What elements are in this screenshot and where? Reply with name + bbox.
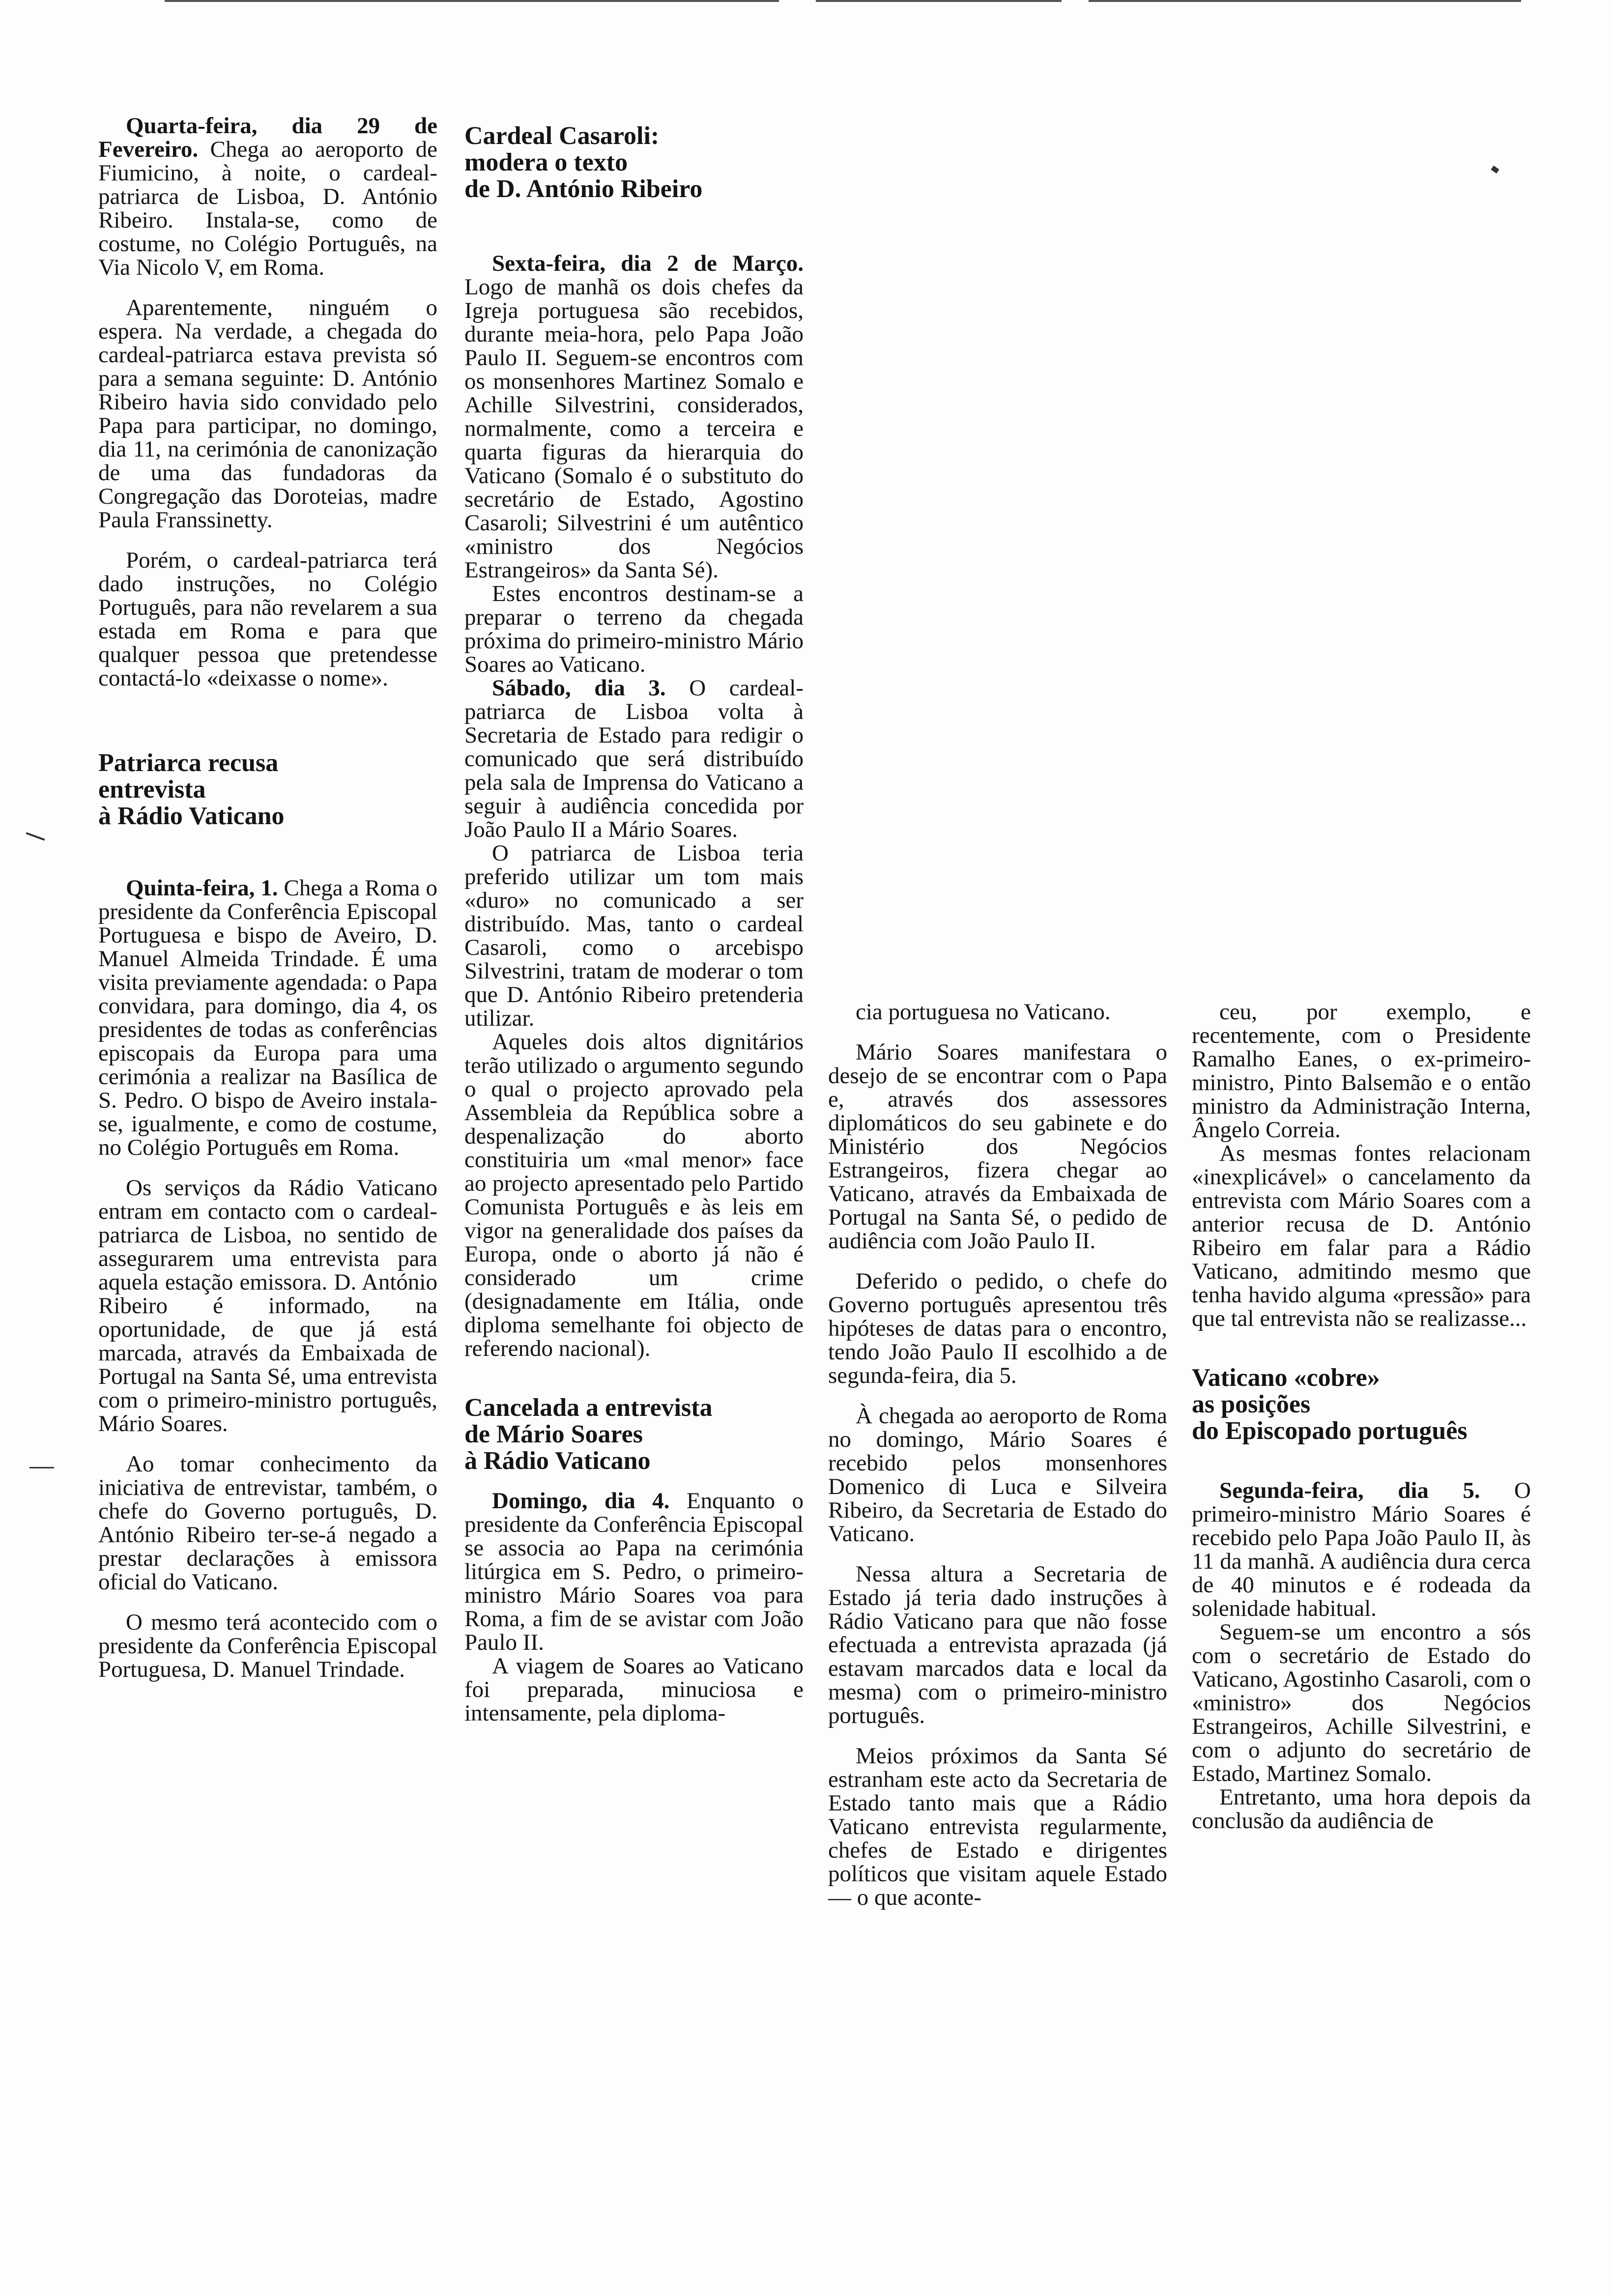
paragraph-text: Entretanto, uma hora depois da conclusão da audiência de — [1192, 1784, 1531, 1834]
paragraph-text: Chega ao aeroporto de Fiumicino, à noite, o cardeal-patriarca de Lisboa, D. António Ribeiro. Instala-se, como de costume, no Colégio Português, na Via Nicolo V, em Roma. — [98, 137, 437, 280]
dateline: Domingo, dia 4. — [492, 1488, 670, 1514]
article-paragraph — [828, 1744, 1167, 1909]
dateline: Segunda-feira, dia 5. — [1219, 1478, 1480, 1503]
heading-line: Vaticano «cobre» — [1192, 1364, 1380, 1392]
paragraph-text: As mesmas fontes relacionam «inexplicável» o cancelamento da entrevista com Mário Soares com a anterior recusa de D. António Ribeiro em falar para a Rádio Vaticano, admitindo mesmo que tenha havido alguma «pressão» para que tal entrevista não se realizasse... — [1192, 1141, 1531, 1331]
paragraph-text: O mesmo terá acontecido com o presidente da Conferência Episcopal Portuguesa, D. Manuel Trindade. — [98, 1609, 437, 1682]
article-paragraph — [828, 1040, 1167, 1253]
heading-line: Patriarca recusa — [98, 749, 279, 777]
article-paragraph — [464, 252, 804, 582]
article-paragraph — [828, 1404, 1167, 1546]
heading-line: à Rádio Vaticano — [464, 1447, 651, 1475]
article-paragraph — [828, 1269, 1167, 1387]
column-4-paragraphs-2 — [1192, 1479, 1531, 1833]
article-paragraph — [1192, 1142, 1531, 1330]
article-paragraph — [1192, 1785, 1531, 1833]
article-paragraph — [464, 1654, 804, 1725]
heading-line: modera o texto — [464, 148, 628, 176]
article-paragraph — [98, 1176, 437, 1435]
heading-line: de D. António Ribeiro — [464, 175, 703, 203]
top-rule-3 — [1089, 0, 1521, 2]
column-1-paragraphs — [98, 114, 437, 690]
paragraph-text: Deferido o pedido, o chefe do Governo português apresentou três hipóteses de datas para o encontro, tendo João Paulo II escolhido a de segunda-feira, dia 5. — [828, 1268, 1167, 1388]
top-rule-1 — [165, 0, 779, 2]
heading-line: as posições — [1192, 1390, 1311, 1418]
dateline: Sábado, dia 3. — [492, 675, 666, 701]
article-paragraph — [464, 841, 804, 1030]
heading-line: entrevista — [98, 775, 206, 804]
paragraph-text: Estes encontros destinam-se a preparar o terreno da chegada próxima do primeiro-ministro Mário Soares ao Vaticano. — [464, 581, 804, 677]
paragraph-text: Aparentemente, ninguém o espera. Na verdade, a chegada do cardeal-patriarca estava prevista só para a semana seguinte: D. António Ribeiro havia sido convidado pelo Papa para participar, no domingo, dia 11, na cerimónia de canonização de uma das fundadoras da Congregação das Doroteias, madre Paula Franssinetty. — [98, 295, 437, 533]
column-4-paragraphs — [1192, 1000, 1531, 1330]
article-paragraph — [98, 876, 437, 1159]
paragraph-text: Aqueles dois altos dignitários terão utilizado o argumento segundo o qual o projecto aprovado pela Assembleia da República sobre a despenalização do aborto constituiria um «mal menor» face ao projecto apresentado pelo Partido Comunista Português e às leis em vigor na generalidade dos países da Europa, onde o aborto já não é considerado um crime (designadamente em Itália, onde diploma semelhante foi objecto de referendo nacional). — [464, 1029, 804, 1361]
paragraph-text: ceu, por exemplo, e recentemente, com o Presidente Ramalho Eanes, o ex-primeiro-ministro, Pinto Balsemão e o então ministro da Administração Interna, Ângelo Correia. — [1192, 999, 1531, 1143]
column-1-paragraphs-2 — [98, 876, 437, 1681]
top-rule-2 — [816, 0, 1062, 2]
paragraph-text: Enquanto o presidente da Conferência Episcopal se associa ao Papa na cerimónia litúrgica em S. Pedro, o primeiro-ministro Mário Soares voa para Roma, a fim de se avistar com João Paulo II. — [464, 1488, 804, 1655]
heading-line: Cancelada a entrevista — [464, 1394, 713, 1422]
article-paragraph — [828, 1000, 1167, 1024]
article-paragraph — [98, 296, 437, 532]
article-paragraph — [828, 1562, 1167, 1727]
column-2-paragraphs — [464, 252, 804, 1360]
column-4 — [1192, 1000, 1531, 1833]
article-paragraph — [98, 1452, 437, 1594]
heading-line: de Mário Soares — [464, 1420, 643, 1448]
column-2-paragraphs-2 — [464, 1489, 804, 1725]
section-heading-casaroli — [464, 123, 804, 202]
heading-line: do Episcopado português — [1192, 1417, 1468, 1445]
article-paragraph — [1192, 1000, 1531, 1142]
paragraph-text: Nessa altura a Secretaria de Estado já teria dado instruções à Rádio Vaticano para que não fosse efectuada a entrevista aprazada (já estavam marcados data e local da mesma) com o primeiro-ministro português. — [828, 1561, 1167, 1728]
paragraph-text: O primeiro-ministro Mário Soares é recebido pelo Papa João Paulo II, às 11 da manhã. A audiência dura cerca de 40 minutos e é rodeada da solenidade habitual. — [1192, 1478, 1531, 1621]
paragraph-text: Seguem-se um encontro a sós com o secretário de Estado do Vaticano, Agostinho Casaroli, com o «ministro» dos Negócios Estrangeiros, Achille Silvestrini, e com o adjunto do secretário de Estado, Martinez Somalo. — [1192, 1619, 1531, 1786]
article-paragraph — [464, 582, 804, 676]
column-1 — [98, 114, 437, 1681]
paragraph-text: Mário Soares manifestara o desejo de se encontrar com o Papa e, através dos assessores diplomáticos do seu gabinete e do Ministério dos Negócios Estrangeiros, fizera chegar ao Vaticano, através da Embaixada de Portugal na Santa Sé, o pedido de audiência com João Paulo II. — [828, 1039, 1167, 1254]
article-paragraph — [98, 1610, 437, 1681]
paragraph-text: Ao tomar conhecimento da iniciativa de entrevistar, também, o chefe do Governo português, D. António Ribeiro ter-se-á negado a prestar declarações à emissora oficial do Vaticano. — [98, 1451, 437, 1595]
margin-mark-1 — [26, 832, 45, 840]
column-2 — [464, 123, 804, 1725]
article-paragraph — [98, 114, 437, 279]
dateline: Quarta-feira, dia 29 de Fevereiro. — [98, 113, 437, 162]
paragraph-text: Meios próximos da Santa Sé estranham este acto da Secretaria de Estado tanto mais que a Rádio Vaticano entrevista regularmente, chefes de Estado e dirigentes políticos que visitam aquele Estado — o que aconte- — [828, 1743, 1167, 1910]
section-heading-vaticano — [1192, 1365, 1531, 1444]
dateline: Sexta-feira, dia 2 de Março. — [492, 251, 804, 276]
paragraph-text: cia portuguesa no Vaticano. — [856, 999, 1111, 1025]
paragraph-text: Os serviços da Rádio Vaticano entram em contacto com o cardeal-patriarca de Lisboa, no sentido de assegurarem uma entrevista para aquela estação emissora. D. António Ribeiro é informado, na oportunidade, de que já está marcada, através da Embaixada de Portugal na Santa Sé, uma entrevista com o primeiro-ministro português, Mário Soares. — [98, 1175, 437, 1436]
paragraph-text: O patriarca de Lisboa teria preferido utilizar um tom mais «duro» no comunicado a ser distribuído. Mas, tanto o cardeal Casaroli, como o arcebispo Silvestrini, tratam de moderar o tom que D. António Ribeiro pretenderia utilizar. — [464, 840, 804, 1031]
column-3 — [828, 1000, 1167, 1909]
paragraph-text: O cardeal-patriarca de Lisboa volta à Secretaria de Estado para redigir o comunicado que será distribuído pela sala de Imprensa do Vaticano a seguir à audiência concedida por João Paulo II a Mário Soares. — [464, 675, 804, 842]
heading-line: à Rádio Vaticano — [98, 802, 285, 830]
column-3-paragraphs — [828, 1000, 1167, 1909]
section-heading-cancelada — [464, 1395, 804, 1474]
paragraph-text: A viagem de Soares ao Vaticano foi preparada, minuciosa e intensamente, pela diploma- — [464, 1653, 804, 1726]
article-paragraph — [464, 1489, 804, 1654]
article-paragraph — [98, 548, 437, 690]
heading-line: Cardeal Casaroli: — [464, 122, 660, 150]
article-paragraph — [464, 1030, 804, 1360]
paragraph-text: Chega a Roma o presidente da Conferência Episcopal Portuguesa e bispo de Aveiro, D. Manuel Almeida Trindade. É uma visita previamente agendada: o Papa convidara, para domingo, dia 4, os presidentes de todas as conferências episcopais da Europa para uma cerimónia a realizar na Basílica de S. Pedro. O bispo de Aveiro instala-se, igualmente, e como de costume, no Colégio Português em Roma. — [98, 875, 437, 1160]
article-paragraph — [1192, 1620, 1531, 1785]
paragraph-text: Porém, o cardeal-patriarca terá dado instruções, no Colégio Português, para não revelarem a sua estada em Roma e para que qualquer pessoa que pretendesse contactá-lo «deixasse o nome». — [98, 547, 437, 691]
section-heading-patriarca — [98, 750, 437, 830]
article-paragraph — [464, 676, 804, 841]
paragraph-text: Logo de manhã os dois chefes da Igreja portuguesa são recebidos, durante meia-hora, pelo Papa João Paulo II. Seguem-se encontros com os monsenhores Martinez Somalo e Achille Silvestrini, considerados, normalmente, como a terceira e quarta figuras da hierarquia do Vaticano (Somalo é o substituto do secretário de Estado, Agostino Casaroli; Silvestrini é um autêntico «ministro dos Negócios Estrangeiros» da Santa Sé). — [464, 274, 804, 583]
margin-mark-3 — [1491, 166, 1499, 173]
article-paragraph — [1192, 1479, 1531, 1620]
margin-mark-2 — [29, 1467, 54, 1468]
dateline: Quinta-feira, 1. — [126, 875, 278, 901]
paragraph-text: À chegada ao aeroporto de Roma no domingo, Mário Soares é recebido pelos monsenhores Domenico di Luca e Silveira Ribeiro, da Secretaria de Estado do Vaticano. — [828, 1403, 1167, 1547]
